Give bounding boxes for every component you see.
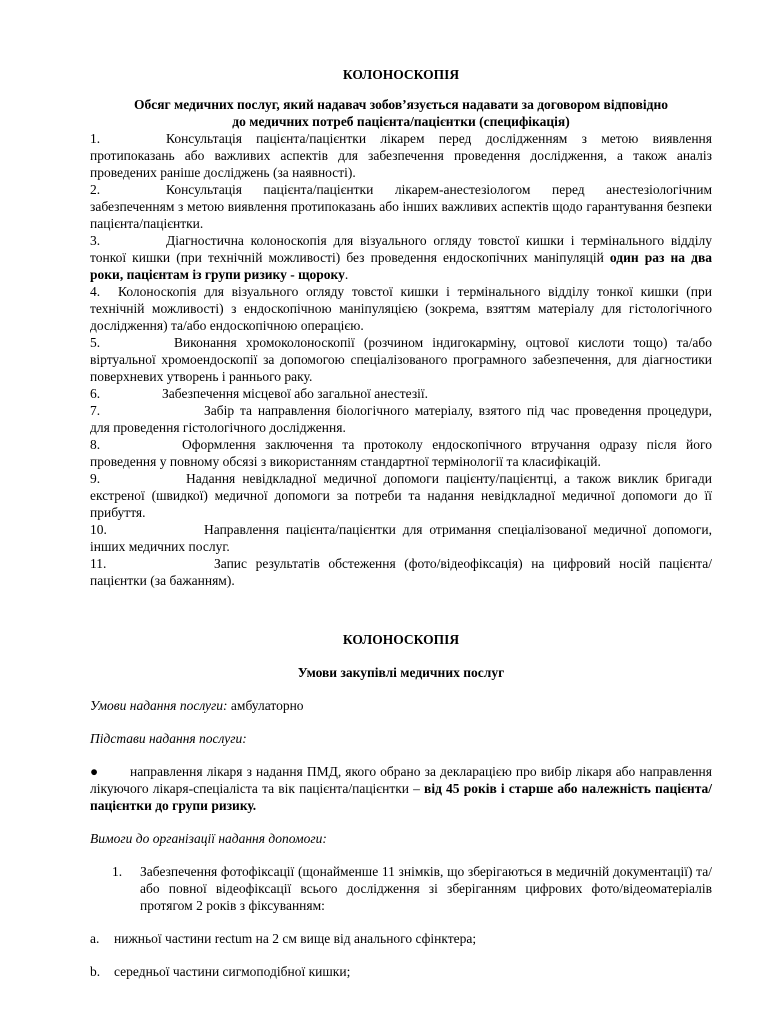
service-number: 5. — [90, 335, 101, 350]
grounds-bullet — [90, 763, 712, 814]
service-text: Забір та направлення біологічного матеріалу, взятого під час проведення процедури, для проведення гістологічного дослідження. — [90, 403, 712, 435]
service-item-1 — [90, 130, 712, 181]
service-item-6 — [90, 385, 712, 402]
requirements-heading — [90, 830, 712, 847]
service-item-8 — [90, 436, 712, 470]
section-title: КОЛОНОСКОПІЯ — [342, 632, 460, 647]
service-text-tail: . — [344, 267, 349, 282]
service-item-2 — [90, 181, 712, 232]
sub-item-mark: b. — [90, 964, 101, 979]
service-text: Надання невідкладної медичної допомоги пацієнту/пацієнтці, а також виклик бригади екстреної (швидкої) медичної допомоги за потреби та надання невідкладної медичної допомоги до її прибуття. — [90, 471, 712, 520]
service-number: 7. — [90, 403, 101, 418]
specification-heading-line2: до медичних потреб пацієнта/пацієнтки (специфікація) — [232, 114, 570, 129]
specification-heading-line1: Обсяг медичних послуг, який надавач зобов’язується надавати за договором відповідно — [133, 97, 668, 112]
service-number: 4. — [90, 284, 101, 299]
conditions-section — [90, 631, 712, 980]
sub-item-text: нижньої частини rectum на 2 см вище від анального сфінктера; — [114, 931, 477, 946]
provision-value: амбулаторно — [227, 698, 304, 713]
sub-item-b — [90, 963, 712, 980]
service-text: Направлення пацієнта/пацієнтки для отримання спеціалізованої медичної допомоги, інших медичних послуг. — [90, 522, 712, 554]
specification-heading — [90, 96, 712, 130]
service-number: 2. — [90, 182, 101, 197]
service-item-10 — [90, 521, 712, 555]
service-number: 8. — [90, 437, 101, 452]
service-text: Забезпечення місцевої або загальної анестезії. — [162, 386, 429, 401]
document-content — [90, 66, 712, 980]
service-text: Оформлення заключення та протоколу ендоскопічного втручання одразу після його проведення у повному обсязі з використанням стандартної термінології та класифікацій. — [90, 437, 712, 469]
service-item-11 — [90, 555, 712, 589]
service-text: Виконання хромоколоноскопії (розчином індигокарміну, оцтової кислоти тощо) та/або віртуальної хромоендоскопії за допомогою спеціалізованого програмного забезпечення, для діагностики поверхневих утворень і раннього раку. — [90, 335, 712, 384]
service-item-4 — [90, 283, 712, 334]
service-number: 10. — [90, 522, 107, 537]
service-number: 3. — [90, 233, 101, 248]
service-text: Діагностична колоноскопія для візуального огляду товстої кишки і термінального відділу тонкої кишки (при технічній можливості) без проведення ендоскопічних маніпуляцій — [90, 233, 712, 265]
service-item-9 — [90, 470, 712, 521]
requirement-item-1 — [112, 863, 712, 914]
grounds-label: Підстави надання послуги: — [90, 731, 247, 746]
service-number: 1. — [90, 131, 101, 146]
services-list — [90, 130, 712, 589]
requirements-list — [90, 863, 712, 914]
service-text-bold: один раз на два роки, пацієнтам із групи ризику - щороку — [90, 250, 713, 282]
bullet-text-bold: від 45 років і старше або належність пацієнта/пацієнтки до групи ризику. — [90, 781, 712, 813]
conditions-heading: Умови закупівлі медичних послуг — [297, 665, 505, 680]
service-text: Запис результатів обстеження (фото/відеофіксація) на цифровий носій пацієнта/пацієнтки (за бажанням). — [90, 556, 712, 588]
sub-item-mark: a. — [90, 931, 100, 946]
requirement-number: 1. — [112, 864, 123, 879]
requirements-label: Вимоги до організації надання допомоги: — [90, 831, 327, 846]
service-item-3 — [90, 232, 712, 283]
service-item-5 — [90, 334, 712, 385]
requirement-text: Забезпечення фотофіксації (щонайменше 11 знімків, що зберігаються в медичній документації) та/або повної відеофіксації всього дослідження зі зберіганням цифрових фото/відеоматеріалів протягом 2 років з фіксуванням: — [140, 864, 712, 913]
document-title: КОЛОНОСКОПІЯ — [342, 67, 460, 82]
bullet-icon: ● — [90, 764, 99, 779]
service-number: 11. — [90, 556, 107, 571]
service-number: 6. — [90, 386, 101, 401]
grounds-heading — [90, 730, 712, 747]
service-item-7 — [90, 402, 712, 436]
provision-conditions — [90, 697, 712, 714]
service-number: 9. — [90, 471, 101, 486]
sub-item-text: середньої частини сигмоподібної кишки; — [114, 964, 351, 979]
bullet-text: направлення лікаря з надання ПМД, якого обрано за декларацією про вибір лікаря або направлення лікуючого лікаря-спеціаліста та вік пацієнта/пацієнтки – — [90, 764, 712, 796]
sub-item-a — [90, 930, 712, 947]
provision-label: Умови надання послуги: — [90, 698, 228, 713]
service-text: Колоноскопія для візуального огляду товстої кишки і термінального відділу тонкої кишки (при технічній можливості) з ендоскопічною маніпуляцією (зокрема, взяттям матеріалу для гістологічного дослідження) та/або ендоскопічною операцією. — [90, 284, 712, 333]
service-text: Консультація пацієнта/пацієнтки лікарем перед дослідженням з метою виявлення протипоказань або важливих аспектів для забезпечення проведення дослідження, а також аналіз проведених раніше досліджень (за наявності). — [90, 131, 712, 180]
service-text: Консультація пацієнта/пацієнтки лікарем-анестезіологом перед анестезіологічним забезпеченням з метою виявлення протипоказань або інших важливих аспектів щодо гарантування безпеки пацієнта/пацієнтки. — [90, 182, 712, 231]
